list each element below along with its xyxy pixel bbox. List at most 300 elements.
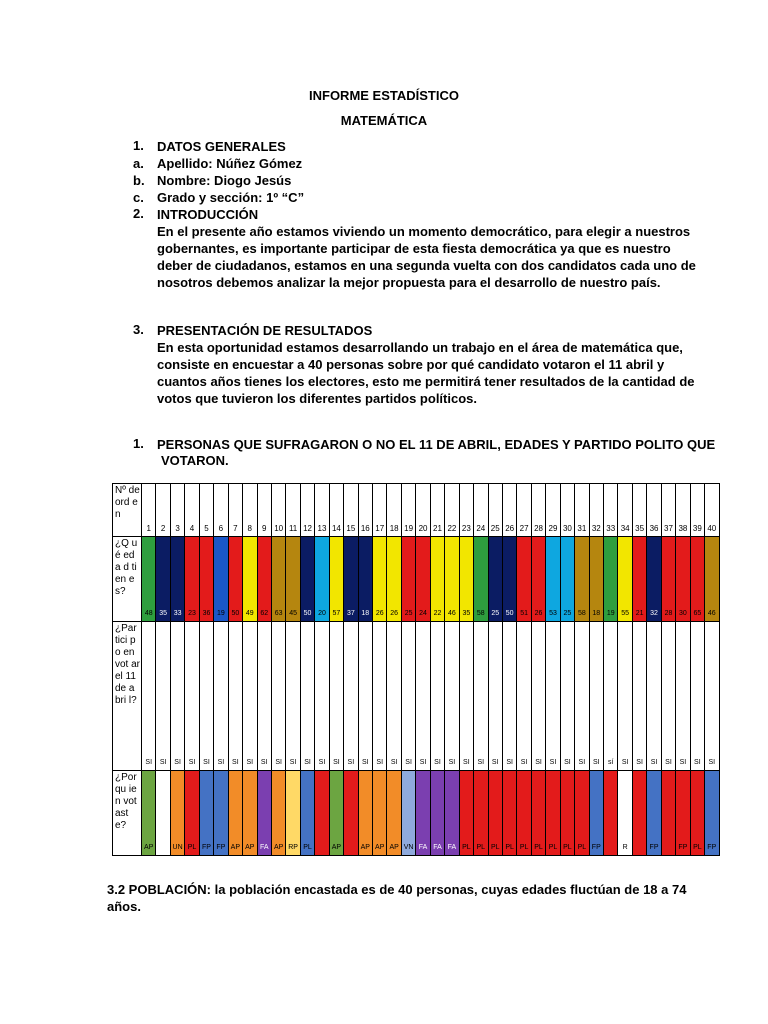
table-cell-order: [690, 484, 704, 537]
cell-value-voted: SI: [217, 759, 225, 766]
table-cell-order: [243, 484, 257, 537]
cell-value-party: FP: [649, 844, 659, 851]
table-cell-age: [315, 537, 329, 622]
table-cell-voted: [243, 622, 257, 771]
cell-value-voted: SI: [289, 759, 297, 766]
table-cell-voted: [546, 622, 560, 771]
cell-value-order: 19: [404, 524, 414, 533]
cell-value-order: 14: [331, 524, 341, 533]
table-cell-voted: [315, 622, 329, 771]
table-cell-voted: [271, 622, 285, 771]
cell-value-age: 20: [318, 610, 326, 617]
item-letter-c: c.: [133, 190, 144, 205]
cell-value-party: FP: [201, 844, 211, 851]
cell-value-voted: SI: [361, 759, 369, 766]
table-cell-age: [228, 537, 242, 622]
item-letter-b: b.: [133, 173, 145, 188]
cell-value-party: AP: [144, 844, 154, 851]
cell-value-order: 10: [274, 524, 284, 533]
table-cell-voted: [358, 622, 372, 771]
table-cell-age: [271, 537, 285, 622]
cell-value-age: 46: [448, 610, 456, 617]
table-cell-party: [575, 771, 589, 856]
cell-value-age: 53: [549, 610, 557, 617]
table-cell-party: [445, 771, 459, 856]
table-cell-party: [401, 771, 415, 856]
table-cell-age: [474, 537, 488, 622]
cell-value-party: FP: [707, 844, 717, 851]
cell-value-voted: SI: [549, 759, 557, 766]
cell-value-order: 30: [562, 524, 572, 533]
table-cell-party: [676, 771, 690, 856]
cell-value-order: 13: [317, 524, 327, 533]
table-cell-order: [661, 484, 675, 537]
row-header-voted: ¿Par tici po en vot ar el 11 de abri l?: [113, 622, 142, 771]
cell-value-order: 25: [490, 524, 500, 533]
poblacion-label: 3.2 POBLACIÓN:: [107, 882, 212, 897]
table-cell-age: [632, 537, 646, 622]
table-cell-age: [604, 537, 618, 622]
cell-value-voted: SI: [636, 759, 643, 766]
resultados-line: votos que tuvieron los diferentes partidos políticos.: [157, 391, 477, 406]
table-cell-party: [373, 771, 387, 856]
cell-value-party: PL: [563, 844, 572, 851]
table-cell-order: [546, 484, 560, 537]
table-cell-party: [170, 771, 184, 856]
table-cell-order: [705, 484, 719, 537]
cell-value-age: 46: [707, 610, 716, 617]
cell-value-order: 24: [476, 524, 486, 533]
section-heading-intro: INTRODUCCIÓN: [157, 207, 259, 222]
table-cell-order: [387, 484, 401, 537]
table-cell-party: [156, 771, 170, 856]
cell-value-order: 39: [692, 524, 702, 533]
table-cell-voted: [286, 622, 300, 771]
table-cell-age: [373, 537, 387, 622]
table-cell-age: [170, 537, 184, 622]
cell-value-order: 18: [389, 524, 399, 533]
table-cell-voted: [214, 622, 228, 771]
cell-value-age: 23: [188, 610, 196, 617]
cell-value-order: 40: [707, 524, 717, 533]
table-cell-age: [401, 537, 415, 622]
table-cell-order: [142, 484, 156, 537]
cell-value-order: 11: [288, 524, 298, 533]
table-cell-order: [401, 484, 415, 537]
cell-value-party: PL: [490, 844, 500, 851]
table-cell-voted: [589, 622, 603, 771]
cell-value-age: 45: [289, 610, 297, 617]
table-cell-order: [445, 484, 459, 537]
cell-value-age: 35: [159, 610, 168, 617]
poblacion-text: la población encastada es de 40 personas, cuyas edades fluctúan de 18 a 74: [214, 882, 687, 897]
cell-value-party: AP: [230, 844, 241, 851]
table-cell-party: [531, 771, 545, 856]
table-cell-age: [387, 537, 401, 622]
report-subtitle: MATEMÁTICA: [340, 113, 428, 128]
cell-value-party: FA: [259, 844, 269, 851]
table-cell-party: [502, 771, 516, 856]
table-cell-age: [705, 537, 719, 622]
table-cell-order: [271, 484, 285, 537]
table-row-order: [113, 484, 720, 537]
table-cell-party: [344, 771, 358, 856]
table-cell-voted: [575, 622, 589, 771]
cell-value-age: 25: [491, 610, 500, 617]
cell-value-order: 20: [418, 524, 428, 533]
cell-value-voted: SI: [592, 759, 600, 766]
cell-value-voted: SI: [679, 759, 687, 766]
table-cell-party: [228, 771, 242, 856]
cell-value-age: 57: [332, 610, 341, 617]
row-header-order: Nº de ord en: [113, 484, 142, 537]
table-cell-voted: [170, 622, 184, 771]
table-cell-party: [546, 771, 560, 856]
table-cell-party: [589, 771, 603, 856]
table-cell-party: [647, 771, 661, 856]
cell-value-age: 58: [577, 610, 586, 617]
table-cell-voted: [560, 622, 574, 771]
cell-value-voted: SI: [491, 759, 499, 766]
cell-value-age: 24: [419, 610, 427, 617]
table-cell-age: [488, 537, 502, 622]
table-cell-age: [344, 537, 358, 622]
cell-value-order: 27: [519, 524, 529, 533]
cell-value-voted: SI: [621, 759, 629, 766]
cell-value-order: 38: [678, 524, 688, 533]
cell-value-order: 15: [346, 524, 356, 533]
table-cell-order: [170, 484, 184, 537]
table-cell-age: [156, 537, 170, 622]
table-cell-order: [647, 484, 661, 537]
table-cell-order: [459, 484, 473, 537]
cell-value-voted: SI: [506, 759, 513, 766]
cell-value-party: PL: [476, 844, 486, 851]
table-cell-age: [589, 537, 603, 622]
cell-value-age: 65: [693, 610, 702, 617]
cell-value-party: PL: [534, 844, 543, 851]
cell-value-order: 35: [635, 524, 645, 533]
section-number-3: 3.: [133, 322, 144, 337]
cell-value-age: 36: [202, 610, 211, 617]
cell-value-voted: SI: [145, 759, 153, 766]
table-cell-party: [705, 771, 719, 856]
table-cell-voted: [142, 622, 156, 771]
table-cell-age: [286, 537, 300, 622]
cell-value-age: 25: [563, 610, 572, 617]
table-cell-order: [488, 484, 502, 537]
table-cell-order: [589, 484, 603, 537]
intro-line: En el presente año estamos viviendo un momento democrático, para elegir a nuestros: [157, 224, 691, 239]
survey-table: [112, 483, 720, 856]
cell-value-voted: SI: [318, 759, 326, 766]
cell-value-party: PL: [187, 844, 197, 851]
table-cell-party: [358, 771, 372, 856]
cell-value-age: 30: [679, 610, 687, 617]
table-cell-voted: [228, 622, 242, 771]
cell-value-party: PL: [462, 844, 471, 851]
cell-value-voted: SI: [448, 759, 456, 766]
intro-paragraph: [157, 223, 696, 291]
table-cell-order: [300, 484, 314, 537]
table-cell-order: [329, 484, 343, 537]
resultados-line: En esta oportunidad estamos desarrollando un trabajo en el área de matemática que,: [157, 340, 683, 355]
section-heading-datos: DATOS GENERALES: [157, 139, 286, 154]
cell-value-party: VN: [403, 844, 414, 851]
cell-value-age: 18: [592, 610, 601, 617]
cell-value-age: 32: [650, 610, 658, 617]
cell-value-age: 49: [245, 610, 254, 617]
cell-value-party: PL: [693, 844, 702, 851]
table-cell-age: [647, 537, 661, 622]
cell-value-voted: SI: [232, 759, 239, 766]
poblacion-line1: [107, 881, 686, 898]
cell-value-order: 37: [664, 524, 673, 533]
cell-value-age: 50: [303, 610, 312, 617]
table-cell-party: [517, 771, 531, 856]
cell-value-party: FA: [418, 844, 428, 851]
cell-value-order: 26: [505, 524, 515, 533]
table-cell-order: [228, 484, 242, 537]
table-cell-party: [430, 771, 444, 856]
cell-value-order: 33: [606, 524, 616, 533]
cell-value-age: 33: [173, 610, 182, 617]
table-cell-age: [142, 537, 156, 622]
cell-value-order: 32: [591, 524, 601, 533]
table-cell-order: [358, 484, 372, 537]
cell-value-voted: SI: [275, 759, 282, 766]
table-cell-party: [459, 771, 473, 856]
table-cell-party: [257, 771, 271, 856]
table-cell-age: [517, 537, 531, 622]
table-cell-order: [618, 484, 632, 537]
cell-value-age: 25: [404, 610, 413, 617]
table-cell-voted: [690, 622, 704, 771]
cell-value-order: 36: [649, 524, 659, 533]
cell-value-party: PL: [577, 844, 587, 851]
table-cell-party: [286, 771, 300, 856]
cell-value-voted: SI: [434, 759, 441, 766]
cell-value-age: 19: [217, 610, 225, 617]
table-cell-voted: [632, 622, 646, 771]
table-cell-voted: [705, 622, 719, 771]
table-row-voted: [113, 622, 720, 771]
cell-value-voted: SI: [578, 759, 586, 766]
cell-value-order: 2: [160, 524, 166, 533]
cell-value-order: 5: [204, 524, 209, 533]
table-cell-age: [676, 537, 690, 622]
table-cell-age: [459, 537, 473, 622]
table-cell-party: [387, 771, 401, 856]
table-cell-voted: [257, 622, 271, 771]
table-cell-party: [488, 771, 502, 856]
table-cell-order: [373, 484, 387, 537]
cell-value-age: 48: [144, 610, 153, 617]
cell-value-party: FA: [433, 844, 442, 851]
table-cell-voted: [401, 622, 415, 771]
table-cell-voted: [647, 622, 661, 771]
table-cell-voted: [156, 622, 170, 771]
table-cell-age: [546, 537, 560, 622]
cell-value-voted: SI: [708, 759, 716, 766]
section-number-2: 2.: [133, 206, 144, 221]
cell-value-age: 26: [534, 610, 543, 617]
cell-value-party: FP: [678, 844, 688, 851]
cell-value-voted: SI: [347, 759, 355, 766]
cell-value-voted: SI: [650, 759, 658, 766]
cell-value-voted: SI: [694, 759, 701, 766]
table-cell-voted: [604, 622, 618, 771]
table-cell-party: [474, 771, 488, 856]
table-cell-voted: [531, 622, 545, 771]
cell-value-voted: SI: [390, 759, 398, 766]
table-cell-order: [560, 484, 574, 537]
cell-value-party: PL: [519, 844, 529, 851]
table-cell-age: [531, 537, 545, 622]
table-cell-age: [358, 537, 372, 622]
cell-value-age: 22: [433, 610, 442, 617]
cell-value-order: 31: [577, 524, 587, 533]
table-cell-party: [199, 771, 213, 856]
cell-value-party: AP: [360, 844, 370, 851]
table-cell-order: [257, 484, 271, 537]
cell-value-voted: SI: [463, 759, 470, 766]
table-cell-order: [474, 484, 488, 537]
poblacion-line2: años.: [107, 899, 141, 914]
table-cell-age: [445, 537, 459, 622]
table-row-age: [113, 537, 720, 622]
table-cell-age: [300, 537, 314, 622]
table-cell-order: [214, 484, 228, 537]
table-cell-age: [502, 537, 516, 622]
cell-value-age: 62: [260, 610, 269, 617]
table-cell-order: [416, 484, 430, 537]
intro-line: nosotros debemos analizar la mejor propuesta para el desarrollo de nuestro país.: [157, 275, 661, 290]
cell-value-order: 7: [233, 524, 238, 533]
cell-value-order: 6: [218, 524, 224, 533]
table-cell-voted: [676, 622, 690, 771]
cell-value-voted: SI: [260, 759, 268, 766]
table-cell-age: [185, 537, 199, 622]
cell-value-order: 1: [146, 524, 151, 533]
table-cell-voted: [502, 622, 516, 771]
cell-value-voted: SI: [174, 759, 181, 766]
table-cell-voted: [430, 622, 444, 771]
subsection-number-1: 1.: [133, 436, 144, 451]
table-cell-voted: [373, 622, 387, 771]
item-name: Nombre: Diogo Jesús: [157, 173, 292, 188]
table-cell-voted: [344, 622, 358, 771]
subsection-heading-line1: PERSONAS QUE SUFRAGARON O NO EL 11 DE ABRIL, EDADES Y PARTIDO POLITO QUE: [157, 437, 716, 452]
resultados-paragraph: [157, 339, 695, 407]
item-surname: Apellido: Núñez Gómez: [157, 156, 303, 171]
cell-value-party: AP: [375, 844, 385, 851]
cell-value-order: 3: [175, 524, 180, 533]
cell-value-party: UN: [172, 844, 183, 851]
table-cell-age: [618, 537, 632, 622]
table-cell-order: [632, 484, 646, 537]
cell-value-party: FP: [591, 844, 601, 851]
table-cell-voted: [199, 622, 213, 771]
item-grade: Grado y sección: 1º “C”: [157, 190, 305, 205]
cell-value-party: AP: [331, 844, 342, 851]
table-cell-voted: [474, 622, 488, 771]
cell-value-order: 28: [534, 524, 543, 533]
cell-value-age: 37: [346, 610, 355, 617]
cell-value-order: 8: [247, 524, 252, 533]
cell-value-age: 18: [361, 610, 370, 617]
table-cell-age: [661, 537, 675, 622]
report-title: INFORME ESTADÍSTICO: [309, 88, 459, 103]
cell-value-party: R: [622, 844, 628, 851]
item-letter-a: a.: [133, 156, 144, 171]
table-cell-voted: [387, 622, 401, 771]
table-cell-order: [502, 484, 516, 537]
table-cell-order: [604, 484, 618, 537]
table-cell-order: [286, 484, 300, 537]
cell-value-voted: SI: [203, 759, 210, 766]
cell-value-party: PL: [303, 844, 312, 851]
cell-value-voted: SI: [304, 759, 311, 766]
cell-value-age: 50: [231, 610, 240, 617]
cell-value-voted: SI: [333, 759, 340, 766]
cell-value-voted: SI: [477, 759, 485, 766]
table-cell-order: [344, 484, 358, 537]
table-cell-party: [315, 771, 329, 856]
cell-value-voted: SI: [419, 759, 427, 766]
table-cell-voted: [329, 622, 343, 771]
cell-value-age: 28: [664, 610, 673, 617]
cell-value-order: 23: [461, 524, 471, 533]
table-cell-party: [300, 771, 314, 856]
table-cell-order: [315, 484, 329, 537]
cell-value-age: 55: [621, 610, 630, 617]
table-cell-voted: [445, 622, 459, 771]
cell-value-voted: SI: [564, 759, 571, 766]
table-cell-age: [199, 537, 213, 622]
cell-value-party: AP: [245, 844, 255, 851]
cell-value-age: 58: [476, 610, 485, 617]
cell-value-voted: SI: [520, 759, 528, 766]
table-cell-party: [560, 771, 574, 856]
table-cell-order: [676, 484, 690, 537]
table-row-party: [113, 771, 720, 856]
cell-value-voted: SI: [159, 759, 167, 766]
cell-value-age: 21: [635, 610, 644, 617]
table-cell-party: [661, 771, 675, 856]
table-cell-age: [416, 537, 430, 622]
cell-value-party: FA: [447, 844, 457, 851]
cell-value-order: 22: [447, 524, 457, 533]
table-cell-party: [416, 771, 430, 856]
cell-value-voted: SI: [405, 759, 412, 766]
table-cell-age: [560, 537, 574, 622]
table-cell-party: [271, 771, 285, 856]
table-cell-voted: [517, 622, 531, 771]
table-cell-order: [575, 484, 589, 537]
table-cell-voted: [416, 622, 430, 771]
cell-value-age: 26: [375, 610, 384, 617]
table-cell-voted: [185, 622, 199, 771]
table-cell-age: [690, 537, 704, 622]
cell-value-voted: SI: [665, 759, 672, 766]
table-cell-order: [430, 484, 444, 537]
table-cell-age: [243, 537, 257, 622]
table-cell-voted: [459, 622, 473, 771]
cell-value-voted: SI: [246, 759, 254, 766]
section-number-1: 1.: [133, 138, 144, 153]
table-cell-order: [185, 484, 199, 537]
